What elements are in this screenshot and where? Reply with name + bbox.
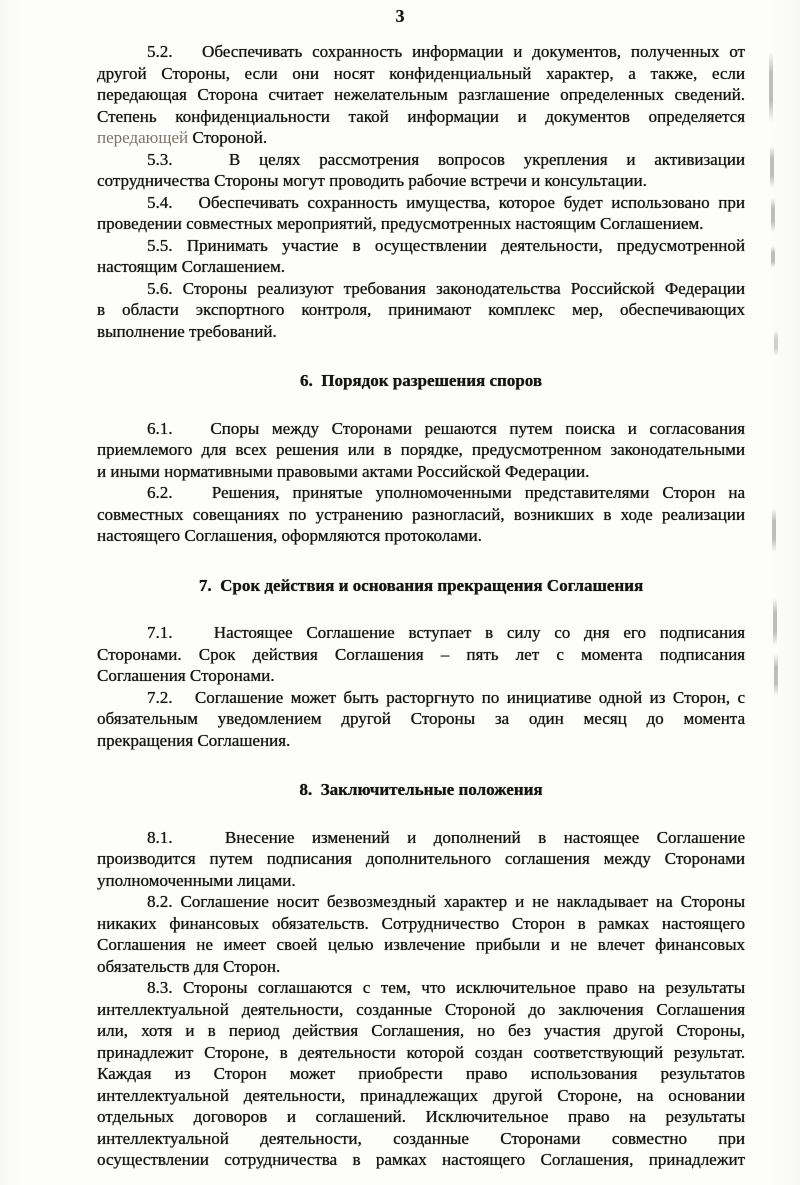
text-line: обязательным уведомлением другой Стороны за один месяц до момента — [97, 709, 745, 728]
paragraph-5-2-lines — [97, 41, 745, 127]
text-line: совместных совещаниях по устранению разногласий, возникших в ходе реализации — [97, 504, 745, 524]
text-line: 7.2. Соглашение может быть расторгнуто по инициативе одной из Сторон, с — [147, 687, 745, 707]
paragraph-7-2 — [97, 687, 745, 752]
section-7-heading: 7. Срок действия и основания прекращения Соглашения — [198, 575, 644, 595]
faded-word: передающей — [97, 128, 189, 147]
text-line: Соглашения Сторонами. — [97, 666, 275, 685]
text-line: 5.5. Принимать участие в осуществлении деятельности, предусмотренной — [147, 235, 745, 255]
section-8-heading: 8. Заключительные положения — [299, 780, 543, 799]
page-number: 3 — [395, 6, 405, 26]
scan-artifact — [772, 508, 776, 552]
text-line: прекращения Соглашения. — [97, 730, 291, 750]
text-line: Степень конфиденциальности такой информации и документов определяется — [97, 106, 745, 126]
text-line: интеллектуальной деятельности, созданные Сторонами совместно при — [97, 1128, 745, 1148]
scan-artifact — [769, 52, 773, 122]
text-line: и иными нормативными правовыми актами Российской Федерации. — [97, 461, 590, 481]
last-line-rest: Стороной. — [188, 128, 268, 147]
text-line: другой Стороны, если они носят конфиденциальный характер, а также, если — [97, 63, 745, 83]
text-line: никаких финансовых обязательств. Сотрудничество Сторон в рамках настоящего — [97, 913, 745, 933]
text-line: настоящим Соглашением. — [97, 257, 285, 276]
text-line: 8.2. Соглашение носит безвозмездный характер и не накладывает на Стороны — [147, 892, 745, 911]
paragraph-5-3 — [97, 149, 745, 192]
text-line: 8.3. Стороны соглашаются с тем, что исключительное право на результаты — [147, 978, 745, 997]
scan-artifact — [774, 654, 778, 696]
text-line: приемлемого для всех решения или в порядке, предусмотренном законодательными — [97, 440, 745, 459]
text-line: 5.2. Обеспечивать сохранность информации и документов, полученных от — [147, 42, 745, 61]
text-line: отдельных договоров и соглашений. Исключительное право на результаты — [97, 1107, 745, 1126]
text-line: 8.1. Внесение изменений и дополнений в настоящее Соглашение — [147, 827, 745, 847]
text-line: интеллектуальной деятельности, созданные Стороной до заключения Соглашения — [97, 999, 745, 1019]
section-6-heading: 6. Порядок разрешения споров — [299, 371, 543, 390]
text-line: производится путем подписания дополнительного соглашения между Сторонами — [97, 849, 745, 868]
text-line: 5.6. Стороны реализуют требования законодательства Российской Федерации — [147, 278, 745, 298]
text-line: уполномоченными лицами. — [97, 870, 296, 890]
scan-artifact — [773, 598, 777, 646]
paragraph-6-1 — [97, 418, 745, 483]
paragraph-5-2-last-line — [97, 127, 745, 149]
text-line: или, хотя и в период действия Соглашения, но без участия другой Стороны, — [97, 1021, 745, 1040]
scan-artifact — [774, 330, 778, 356]
paragraph-5-6 — [97, 278, 745, 343]
text-line: сотрудничества Стороны могут проводить рабочие встречи и консультации. — [97, 171, 647, 190]
text-line: выполнение требований. — [97, 321, 277, 341]
scan-artifact — [771, 198, 775, 232]
text-line: Каждая из Сторон может приобрести право использования результатов — [97, 1064, 745, 1083]
paragraph-6-2 — [97, 482, 745, 547]
text-line: 5.4. Обеспечивать сохранность имущества, которое будет использовано при — [147, 192, 745, 212]
text-line: передающая Сторона считает нежелательным разглашение определенных сведений. — [97, 85, 745, 104]
text-line: 6.2. Решения, принятые уполномоченными представителями Сторон на — [147, 483, 745, 502]
scan-artifact — [771, 246, 775, 268]
paragraph-8-1 — [97, 827, 745, 892]
text-line: в области экспортного контроля, принимают комплекс мер, обеспечивающих — [97, 300, 745, 319]
paragraph-7-1 — [97, 622, 745, 687]
text-line: 5.3. В целях рассмотрения вопросов укрепления и активизации — [147, 149, 745, 169]
paragraph-8-2 — [97, 891, 745, 977]
text-line: осуществлении сотрудничества в рамках настоящего Соглашения, принадлежит — [97, 1150, 745, 1169]
text-line: настоящего Соглашения, оформляются протоколами. — [97, 526, 482, 545]
paragraph-5-5 — [97, 235, 745, 278]
scan-artifact — [770, 146, 774, 188]
text-line: обязательств для Сторон. — [97, 956, 281, 976]
text-line: 6.1. Споры между Сторонами решаются путем поиска и согласования — [147, 418, 745, 438]
paragraph-8-3 — [97, 977, 745, 1171]
text-line: Соглашения не имеет своей целью извлечение прибыли и не влечет финансовых — [97, 935, 745, 954]
paragraph-5-2 — [97, 41, 745, 149]
document-body — [97, 41, 745, 1171]
text-line: 7.1. Настоящее Соглашение вступает в силу со дня его подписания — [147, 623, 745, 642]
text-line: Сторонами. Срок действия Соглашения – пять лет с момента подписания — [97, 644, 745, 664]
text-line: интеллектуальной деятельности, принадлежащих другой Стороне, на основании — [97, 1085, 745, 1105]
text-line: проведении совместных мероприятий, предусмотренных настоящим Соглашением. — [97, 214, 704, 233]
text-line: принадлежит Стороне, в деятельности которой создан соответствующий результат. — [97, 1042, 745, 1062]
paragraph-5-4 — [97, 192, 745, 235]
